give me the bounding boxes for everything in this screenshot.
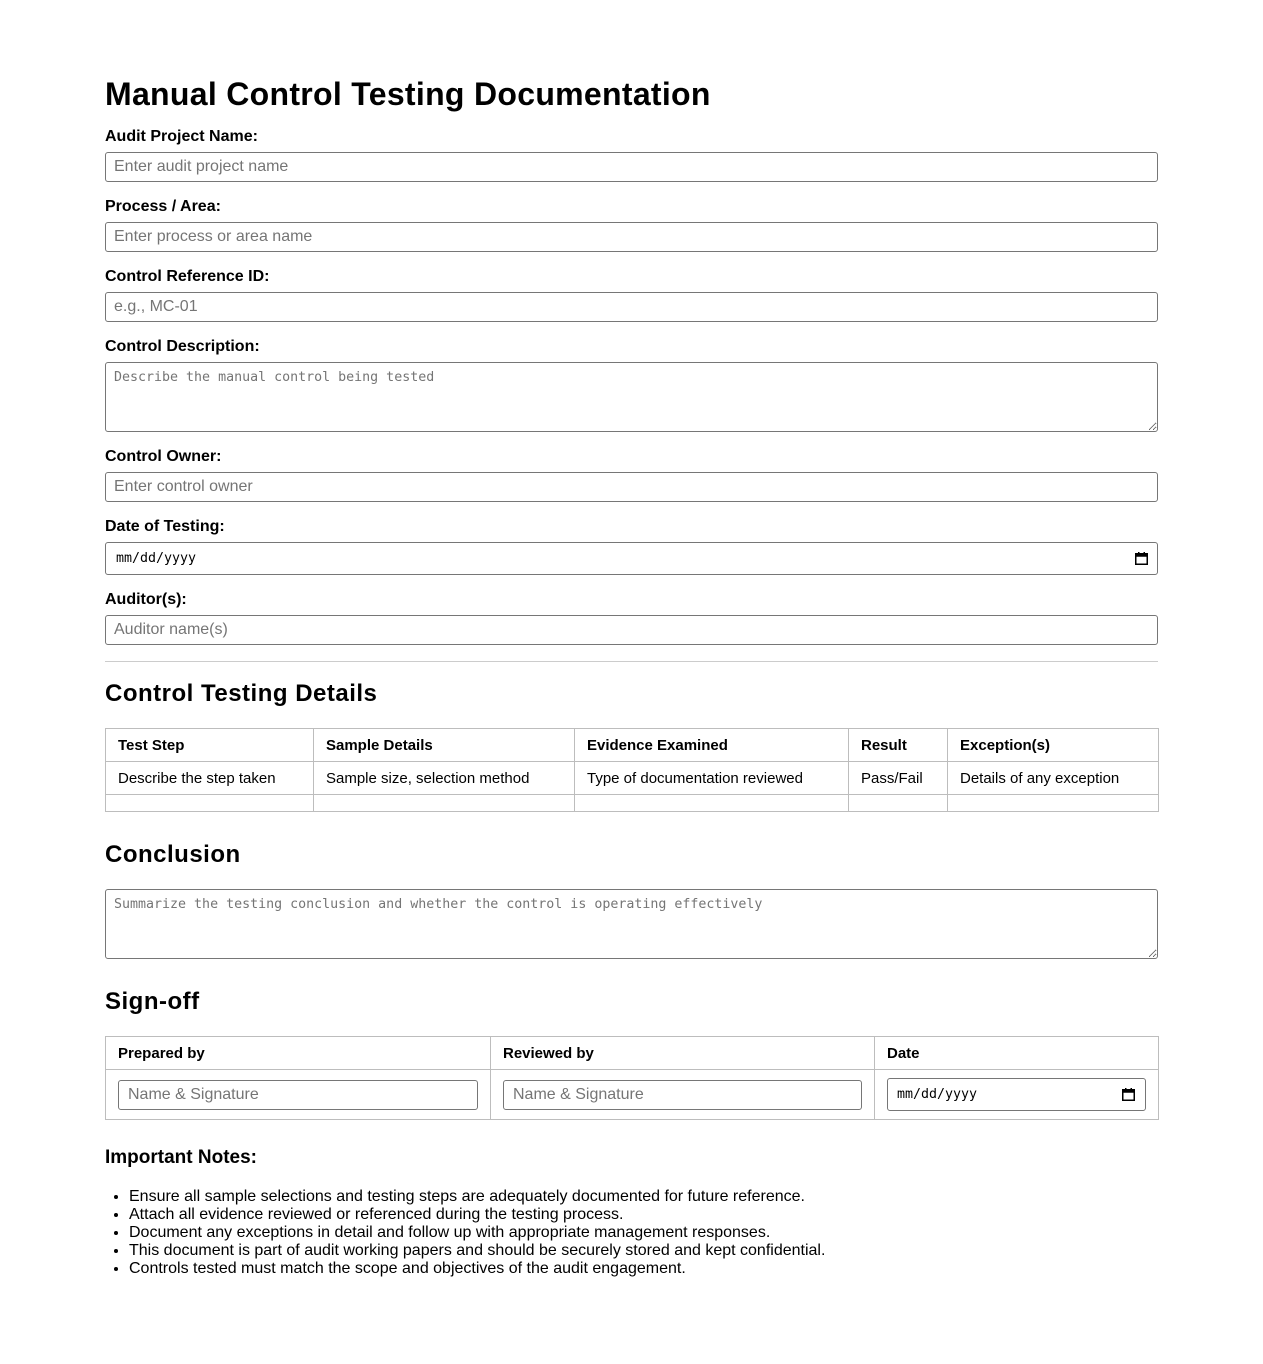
testing-details-heading: Control Testing Details xyxy=(105,680,378,707)
table-cell xyxy=(849,795,948,812)
control-owner-input[interactable] xyxy=(105,472,1158,502)
control-description-textarea[interactable] xyxy=(105,362,1158,432)
table-cell xyxy=(106,795,314,812)
signoff-heading: Sign-off xyxy=(105,988,200,1015)
signoff-date-value: mm/dd/yyyy xyxy=(897,1087,978,1102)
auditors-label: Auditor(s): xyxy=(105,591,187,608)
calendar-icon[interactable] xyxy=(1135,552,1148,565)
table-header-row xyxy=(106,729,1159,762)
notes-list xyxy=(105,1188,1158,1278)
page-title: Manual Control Testing Documentation xyxy=(105,76,711,112)
control-ref-input[interactable] xyxy=(105,292,1158,322)
conclusion-heading: Conclusion xyxy=(105,841,241,868)
calendar-icon[interactable] xyxy=(1122,1088,1135,1101)
prepared-by-header: Prepared by xyxy=(106,1037,491,1070)
table-header-cell: Exception(s) xyxy=(948,729,1159,762)
table-header-cell: Evidence Examined xyxy=(575,729,849,762)
signoff-table xyxy=(105,1036,1159,1120)
prepared-by-input[interactable] xyxy=(118,1080,478,1110)
process-area-input[interactable] xyxy=(105,222,1158,252)
audit-project-label: Audit Project Name: xyxy=(105,128,258,145)
list-item: • This document is part of audit working papers and should be securely stored and kept confidential. xyxy=(129,1242,1158,1260)
conclusion-textarea[interactable] xyxy=(105,889,1158,959)
reviewed-by-header: Reviewed by xyxy=(491,1037,875,1070)
reviewed-by-input[interactable] xyxy=(503,1080,862,1110)
auditors-input[interactable] xyxy=(105,615,1158,645)
table-cell: Pass/Fail xyxy=(849,762,948,795)
table-cell xyxy=(491,1070,875,1120)
table-cell xyxy=(106,1070,491,1120)
control-owner-label: Control Owner: xyxy=(105,448,222,465)
table-cell xyxy=(875,1070,1159,1120)
audit-project-input[interactable] xyxy=(105,152,1158,182)
list-item: • Ensure all sample selections and testing steps are adequately documented for future reference. xyxy=(129,1188,1158,1206)
notes-heading: Important Notes: xyxy=(105,1147,257,1168)
table-header-cell: Sample Details xyxy=(314,729,575,762)
testing-date-value: mm/dd/yyyy xyxy=(116,551,197,566)
table-header-row xyxy=(106,1037,1159,1070)
section-divider xyxy=(105,661,1158,662)
list-item: • Attach all evidence reviewed or referenced during the testing process. xyxy=(129,1206,1158,1224)
table-row xyxy=(106,762,1159,795)
table-cell xyxy=(948,795,1159,812)
table-cell: Sample size, selection method xyxy=(314,762,575,795)
testing-details-table xyxy=(105,728,1159,812)
table-row xyxy=(106,795,1159,812)
document-page xyxy=(105,0,1158,1278)
control-description-label: Control Description: xyxy=(105,338,260,355)
process-area-label: Process / Area: xyxy=(105,198,221,215)
signoff-date-header: Date xyxy=(875,1037,1159,1070)
testing-date-input[interactable] xyxy=(105,542,1158,575)
list-item: • Controls tested must match the scope and objectives of the audit engagement. xyxy=(129,1260,1158,1278)
testing-date-label: Date of Testing: xyxy=(105,518,225,535)
signoff-date-input[interactable] xyxy=(887,1078,1146,1111)
table-cell xyxy=(314,795,575,812)
table-cell xyxy=(575,795,849,812)
table-cell: Describe the step taken xyxy=(106,762,314,795)
table-cell: Details of any exception xyxy=(948,762,1159,795)
list-item: • Document any exceptions in detail and follow up with appropriate management responses. xyxy=(129,1224,1158,1242)
table-header-cell: Test Step xyxy=(106,729,314,762)
table-header-cell: Result xyxy=(849,729,948,762)
table-cell: Type of documentation reviewed xyxy=(575,762,849,795)
table-row xyxy=(106,1070,1159,1120)
control-ref-label: Control Reference ID: xyxy=(105,268,270,285)
